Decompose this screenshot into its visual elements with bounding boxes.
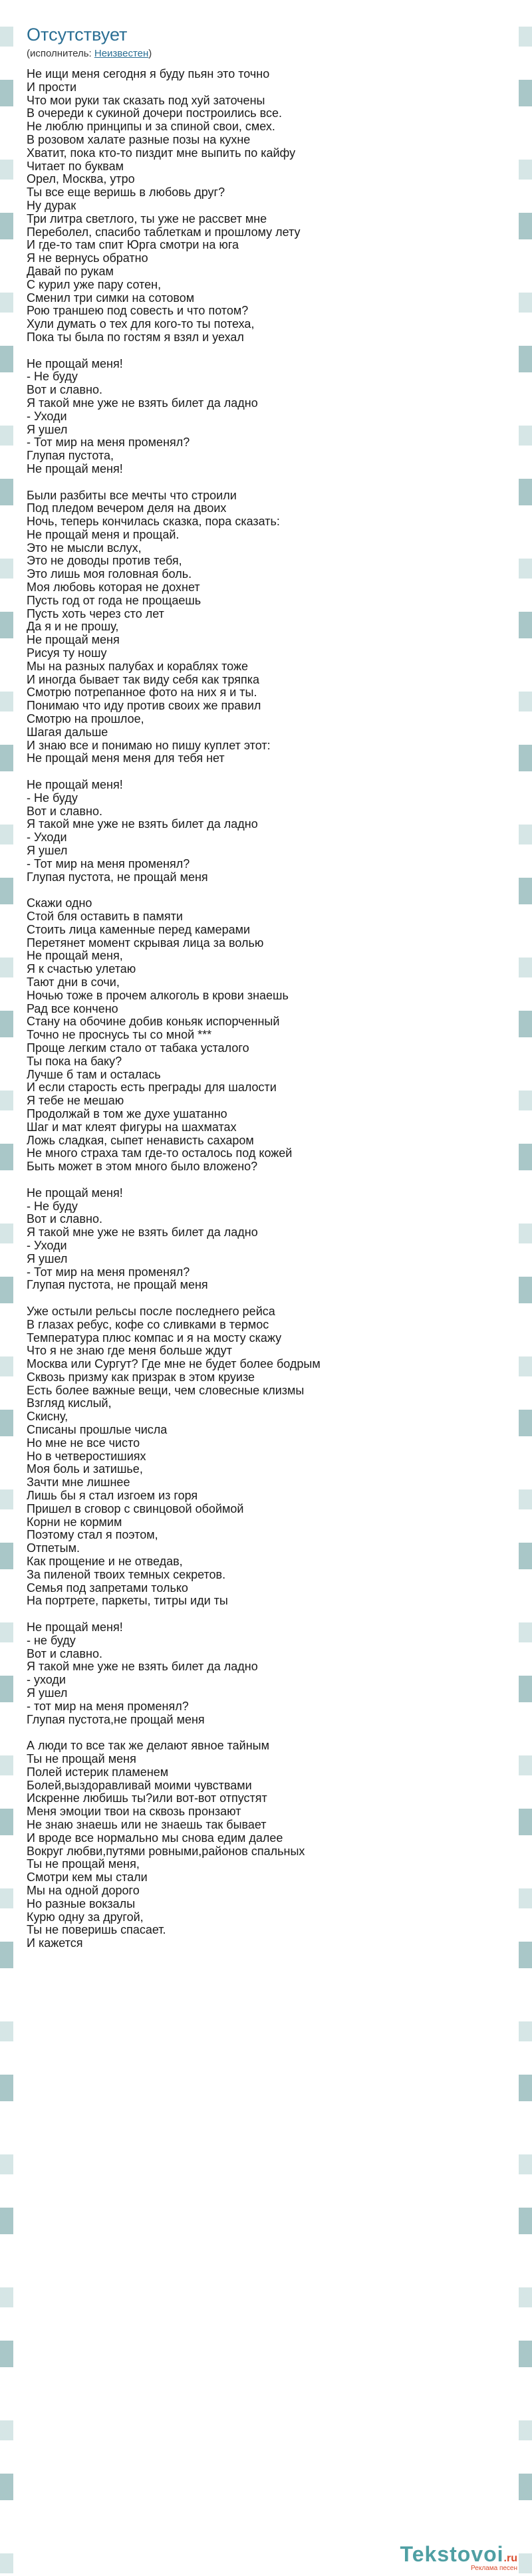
lyric-line: Хули думать о тех для кого-то ты потеха, [27,318,255,331]
lyric-line: А люди то все так же делают явное тайным [27,1739,269,1753]
lyric-line: Мы на разных палубах и кораблях тоже [27,660,249,673]
lyric-line: Шаг и мат клеят фигуры на шахматах [27,1120,237,1134]
lyric-line: Быть может в этом много было вложено? [27,1160,258,1174]
lyric-line: Глупая пустота,не прощай меня [27,1713,205,1726]
lyric-line: Я такой мне уже не взять билет да ладно [27,396,258,410]
lyric-line: Ложь сладкая, сыпет ненависть сахаром [27,1134,254,1147]
lyric-line: Поэтому стал я поэтом, [27,1529,158,1542]
lyric-line: Что мои руки так сказать под хуй заточены [27,94,265,107]
lyric-blank-line [27,344,505,358]
right-decorative-stripes [519,0,532,2576]
lyric-line: Но мне не все чисто [27,1436,140,1450]
lyric-line: Меня эмоции твои на сквозь пронзают [27,1805,241,1819]
lyric-line: Стану на обочине добив коньяк испорченный [27,1015,280,1029]
lyric-line: Вокруг любви,путями ровными,районов спальных [27,1845,305,1858]
lyric-line: Вот и славно. [27,384,102,397]
lyrics-text [27,68,505,1950]
lyric-line: Я такой мне уже не взять билет да ладно [27,818,258,831]
logo-name: Tekstovoi [400,2542,504,2566]
song-title: Отсутствует [27,25,128,45]
lyric-line: Вот и славно. [27,805,102,818]
lyric-line: Пришел в сговор с свинцовой обоймой [27,1502,244,1515]
lyric-line: Я не вернусь обратно [27,252,148,265]
lyric-line: Были разбиты все мечты что строили [27,489,237,502]
lyric-line: Стой бля оставить в памяти [27,910,183,923]
lyric-line: Смотрю на прошлое, [27,713,144,726]
lyric-line: Шагая дальше [27,725,108,739]
lyric-line: Отпетым. [27,1542,80,1555]
artist-link[interactable]: Неизвестен [94,48,149,59]
lyric-line: Ты не поверишь спасает. [27,1924,166,1937]
lyric-line: Искренне любишь ты?или вот-вот отпустят [27,1792,267,1805]
lyric-line: Скажи одно [27,897,92,910]
lyric-blank-line [27,1174,505,1187]
lyric-line: Три литра светлого, ты уже не рассвет мне [27,212,267,225]
lyric-line: Но в четверостишиях [27,1450,146,1463]
lyric-line: - Не буду [27,791,78,805]
lyric-line: Это не доводы против тебя, [27,555,182,568]
lyric-line: И прости [27,80,77,94]
lyric-line: Не люблю принципы и за спиной свои, смех. [27,120,275,134]
lyric-line: Тают дни в сочи, [27,975,120,989]
lyric-line: - уходи [27,1674,66,1687]
lyric-line: Глупая пустота, не прощай меня [27,1279,208,1292]
lyric-line: Не прощай меня! [27,1186,123,1200]
lyric-line: Но разные вокзалы [27,1897,136,1910]
lyric-line: Ты не прощай меня, [27,1858,140,1871]
lyric-line: Москва или Сургут? Где мне не будет более бодрым [27,1358,321,1371]
lyric-line: Смотрю потрепанное фото на них я и ты. [27,686,257,700]
artist-line [27,48,505,60]
lyric-line: Понимаю что иду против своих же правил [27,700,261,713]
lyric-line: Не прощай меня! [27,779,123,792]
lyric-line: Курю одну за другой, [27,1910,144,1924]
lyric-line: Рою траншею под совесть и что потом? [27,305,249,318]
lyric-line: Рисуя ту ношу [27,647,107,660]
lyric-line: - Не буду [27,370,78,384]
lyric-line: Рад все кончено [27,1002,118,1015]
lyric-line: Стоить лица каменные перед камерами [27,923,251,936]
lyric-blank-line [27,884,505,897]
lyric-line: Сменил три симки на сотовом [27,291,195,305]
lyric-line: Корни не кормим [27,1515,122,1529]
lyric-line: И где-то там спит Юрга смотри на юга [27,239,239,252]
lyric-line: В очереди к сукиной дочери построились все. [27,107,282,120]
lyric-line: Орел, Москва, утро [27,173,135,186]
lyric-line: В розовом халате разные позы на кухне [27,133,251,146]
lyric-line: Не прощай меня, [27,950,123,963]
lyric-line: Переболел, спасибо таблеткам и прошлому лету [27,225,301,239]
lyric-blank-line [27,1726,505,1739]
lyric-line: Лучше б там и осталась [27,1068,161,1081]
lyric-line: - не буду [27,1634,76,1647]
lyric-line: Моя боль и затишье, [27,1463,143,1476]
lyric-blank-line [27,1608,505,1621]
lyric-line: Взгляд кислый, [27,1397,112,1410]
lyric-line: Пусть год от года не прощаешь [27,594,201,607]
lyric-line: Продолжай в том же духе ушатанно [27,1107,227,1120]
left-decorative-stripes [0,0,13,2576]
lyric-line: Перетянет момент скрывая лица за волью [27,936,264,950]
lyric-line: И знаю все и понимаю но пишу куплет этот: [27,739,271,752]
lyric-line: Температура плюс компас и я на мосту скажу [27,1331,282,1345]
lyric-line: Я ушел [27,1687,68,1700]
lyric-line: Я тебе не мешаю [27,1095,124,1108]
lyric-line: - Тот мир на меня променял? [27,436,190,450]
site-logo[interactable] [400,2543,517,2572]
lyric-blank-line [27,765,505,779]
lyric-line: Не прощай меня [27,634,120,647]
lyric-line: Что я не знаю где меня больше ждут [27,1345,232,1358]
lyric-line: И иногда бывает так виду себя как тряпка [27,673,259,686]
lyric-blank-line [27,1292,505,1305]
lyric-line: Не прощай меня! [27,1621,123,1634]
lyric-line: Списаны прошлые числа [27,1424,168,1437]
lyric-line: Ты все еще веришь в любовь друг? [27,186,225,199]
lyric-line: Ночь, теперь кончилась сказка, пора сказать: [27,515,280,529]
lyric-line: Моя любовь которая не дохнет [27,581,200,594]
lyric-line: Как прощение и не отведав, [27,1555,183,1569]
lyric-blank-line [27,476,505,489]
artist-suffix: ) [148,48,152,59]
lyric-line: Скисну, [27,1410,68,1424]
lyric-line: И вроде все нормально мы снова едим далее [27,1831,283,1845]
lyrics-page [27,24,505,1950]
logo-tld: .ru [503,2553,517,2564]
lyric-line: Смотри кем мы стали [27,1871,148,1884]
lyric-line: Сквозь призму как призрак в этом круизе [27,1370,255,1384]
lyric-line: Я ушел [27,844,68,858]
lyric-line: Хватит, пока кто-то пиздит мне выпить по кайфу [27,146,296,160]
lyric-line: Пока ты была по гостям я взял и уехал [27,330,244,344]
lyric-line: - Уходи [27,831,67,844]
lyric-line: Есть более важные вещи, чем словесные клизмы [27,1384,305,1397]
lyric-line: С курил уже пару сотен, [27,278,162,291]
lyric-line: Не знаю знаешь или не знаешь так бывает [27,1818,267,1831]
logo-tagline: Реклама песен [471,2565,517,2572]
lyric-line: Не прощай меня меня для тебя нет [27,752,225,765]
lyric-line: Давай по рукам [27,265,114,278]
lyric-line: - Тот мир на меня променял? [27,857,190,870]
lyric-line: За пиленой твоих темных секретов. [27,1568,226,1581]
lyric-line: Это лишь моя головная боль. [27,568,192,581]
lyric-line: Ты пока на баку? [27,1055,122,1068]
lyric-line: Не прощай меня! [27,462,123,475]
lyric-line: Я ушел [27,1252,68,1265]
lyric-line: Мы на одной дорого [27,1884,140,1897]
lyric-line: - Тот мир на меня променял? [27,1265,190,1279]
lyric-line: Не много страха там где-то осталось под кожей [27,1147,293,1160]
lyric-line: На портрете, паркеты, титры иди ты [27,1595,228,1608]
lyric-line: - Уходи [27,410,67,423]
lyric-line: В глазах ребус, кофе со сливками в термос [27,1318,269,1331]
lyric-line: Глупая пустота, [27,450,114,463]
lyric-line: - Уходи [27,1239,67,1252]
lyric-line: Да я и не прошу, [27,620,119,634]
lyric-line: - Не буду [27,1200,78,1213]
lyric-line: Это не мысли вслух, [27,541,142,555]
lyric-line: Я ушел [27,423,68,436]
lyric-line: Вот и славно. [27,1647,102,1660]
lyric-line: Читает по буквам [27,160,124,173]
lyric-line: Ночью тоже в прочем алкоголь в крови знаешь [27,989,289,1002]
lyric-line: Вот и славно. [27,1213,102,1226]
lyric-line: Я к счастью улетаю [27,963,136,976]
lyric-line: Не прощай меня! [27,357,123,370]
lyric-line: Не прощай меня и прощай. [27,528,180,541]
artist-prefix: (исполнитель: [27,48,94,59]
lyric-line: - тот мир на меня променял? [27,1700,189,1713]
lyric-line: И кажется [27,1937,83,1950]
lyric-line: Я такой мне уже не взять билет да ладно [27,1226,258,1239]
lyric-line: Полей истерик пламенем [27,1765,169,1779]
lyric-line: Зачти мне лишнее [27,1476,130,1489]
lyric-line: Глупая пустота, не прощай меня [27,870,208,884]
lyric-line: Пусть хоть через сто лет [27,607,164,620]
lyric-line: Уже остыли рельсы после последнего рейса [27,1305,275,1318]
lyric-line: Не ищи меня сегодня я буду пьян это точно [27,68,270,80]
lyric-line: Семья под запретами только [27,1581,188,1595]
lyric-line: Ну дурак [27,199,76,212]
lyric-line: Точно не проснусь ты со мной *** [27,1029,212,1042]
lyric-line: Я такой мне уже не взять билет да ладно [27,1660,258,1674]
lyric-line: Под пледом вечером деля на двоих [27,502,227,515]
lyric-line: Ты не прощай меня [27,1753,136,1765]
lyric-line: Лишь бы я стал изгоем из горя [27,1489,198,1503]
lyric-line: Болей,выздоравливай моими чувствами [27,1779,252,1792]
lyric-line: И если старость есть преграды для шалости [27,1081,277,1095]
lyric-line: Проще легким стало от табака усталого [27,1041,249,1055]
